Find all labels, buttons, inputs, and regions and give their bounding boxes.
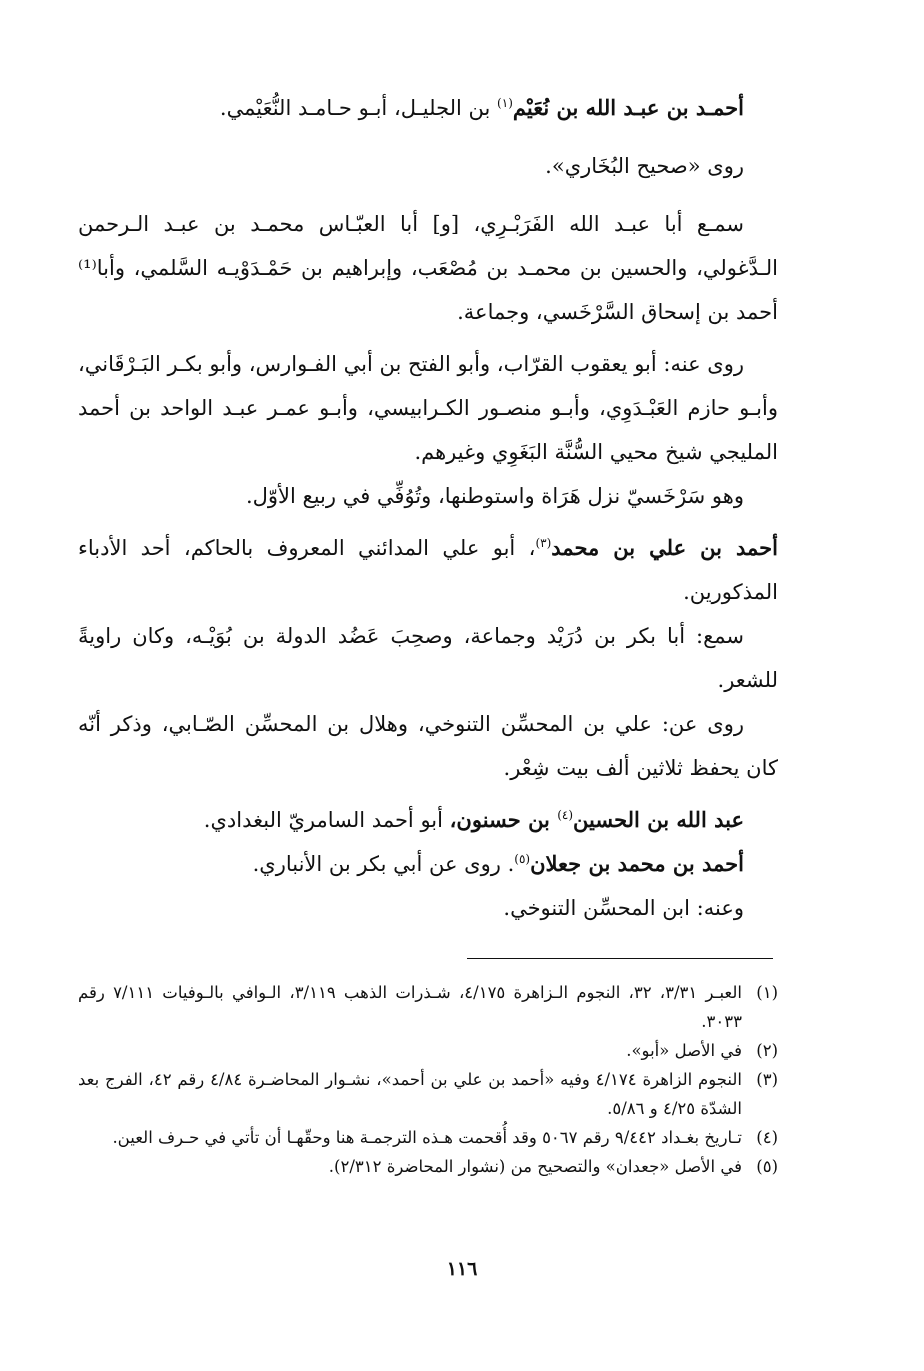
footnote-item <box>78 1152 778 1181</box>
entry-heading-4 <box>78 842 778 886</box>
entry-name: أحمـد بن عبـد الله بن نُعَيْم <box>512 95 744 120</box>
entry-name: أحمد بن علي بن محمد <box>551 535 779 560</box>
entry-name: أحمد بن محمد بن جعلان <box>530 851 744 876</box>
footnote-item <box>78 1036 778 1065</box>
entry-paragraph: وهو سَرْخَسيّ نزل هَرَاة واستوطنها، وتُوُفِّي في ربيع الأوّل. <box>245 484 744 508</box>
page-number: ١١٦ <box>446 1258 478 1280</box>
footnote-item <box>78 1123 778 1152</box>
footnote-item <box>78 1065 778 1123</box>
entry-paragraph: سمع: أبا بكر بن دُرَيْد وجماعة، وصحِبَ عَضُد الدولة بن بُوَيْـه، وكان راويةً للشعر. <box>78 624 778 692</box>
footnote-number: (٢) <box>756 1041 778 1060</box>
footnote-item <box>78 978 778 1036</box>
entry-name: عبد الله بن الحسين <box>573 807 744 832</box>
entry-heading-rest: ، أبو علي المدائني المعروف بالحاكم، أحد الأدباء المذكورين. <box>78 536 778 604</box>
footnote-text: العبـر ٣/٣١، ٣٢، النجوم الـزاهرة ٤/١٧٥، شـذرات الذهب ٣/١١٩، الـوافي بالـوفيات ٧/١١١ رقم ٣٠٣٣. <box>78 983 742 1031</box>
footnote-ref: (٥) <box>514 852 531 866</box>
footnote-divider <box>467 958 773 959</box>
entry-heading-3 <box>78 798 778 842</box>
footnote-ref: (٤) <box>557 808 574 822</box>
footnote-text: تـاريخ بغـداد ٩/٤٤٢ رقم ٥٠٦٧ وقد أُقحمت هـذه الترجمـة هنا وحقّهـا أن تأتي في حـرف العين. <box>112 1128 742 1147</box>
footnote-text: في الأصل «أبو». <box>626 1041 742 1060</box>
footnote-number: (٤) <box>756 1128 778 1147</box>
entry-heading-rest: . روى عن أبي بكر بن الأنباري. <box>252 852 515 876</box>
footnote-ref: (١) <box>497 96 513 110</box>
entry-heading-rest: بن الجليـل، أبـو حـامـد النُّعَيْمي. <box>219 96 498 120</box>
entry-name-cont: بن حسنون، <box>449 807 558 832</box>
entry-heading-rest: أبو أحمد السامريّ البغدادي. <box>203 808 450 832</box>
footnote-number: (٥) <box>756 1157 778 1176</box>
entry-heading-2 <box>78 526 778 614</box>
footnote-text: في الأصل «جعدان» والتصحيح من (نشوار المحاضرة ٢/٣١٢). <box>328 1157 742 1176</box>
entry-paragraph: روى عن: علي بن المحسِّن التنوخي، وهلال بن المحسِّن الصّـابي، وذكر أنّه كان يحفظ ثلاثين ألف بيت شِعْر. <box>78 712 778 780</box>
entry-heading-1 <box>78 86 778 130</box>
footnote-number: (٣) <box>756 1070 778 1089</box>
entry-paragraph: سمـع أبا عبـد الله الفَرَبْـرِي، [و] أبا العبّـاس محمـد بن عبـد الـرحمن الـدَّغولي، والحسين بن محمـد بن مُصْعَب، وإبراهيم بن حَمْـدَوْيـه السَّلمي، وأبا⁽¹⁾ أحمد بن إسحاق السَّرْخَسي، وجماعة. <box>78 212 778 324</box>
entry-paragraph: روى عنه: أبو يعقوب القرّاب، وأبو الفتح بن أبي الفـوارس، وأبو بكـر البَـرْقَاني، وأبـو حازم العَبْـدَوِي، وأبـو منصـور الكـرابيسي، وأبـو عمـر عبـد الواحد بن أحمد المليجي شيخ محيي السُّنَّة البَغَوِي وغيرهم. <box>78 352 778 464</box>
footnotes <box>78 978 778 1181</box>
footnote-ref: (٣) <box>535 536 552 550</box>
main-text <box>78 86 778 930</box>
entry-paragraph: وعنه: ابن المحسِّن التنوخي. <box>503 896 744 920</box>
entry-paragraph: روى «صحيح البُخَاري». <box>545 154 744 178</box>
footnote-text: النجوم الزاهرة ٤/١٧٤ وفيه «أحمد بن علي بن أحمد»، نشـوار المحاضـرة ٤/٨٤ رقم ٤٢، الفرج بعد الشدّة ٤/٢٥ و ٥/٨٦. <box>78 1070 742 1118</box>
footnote-number: (١) <box>756 983 778 1002</box>
